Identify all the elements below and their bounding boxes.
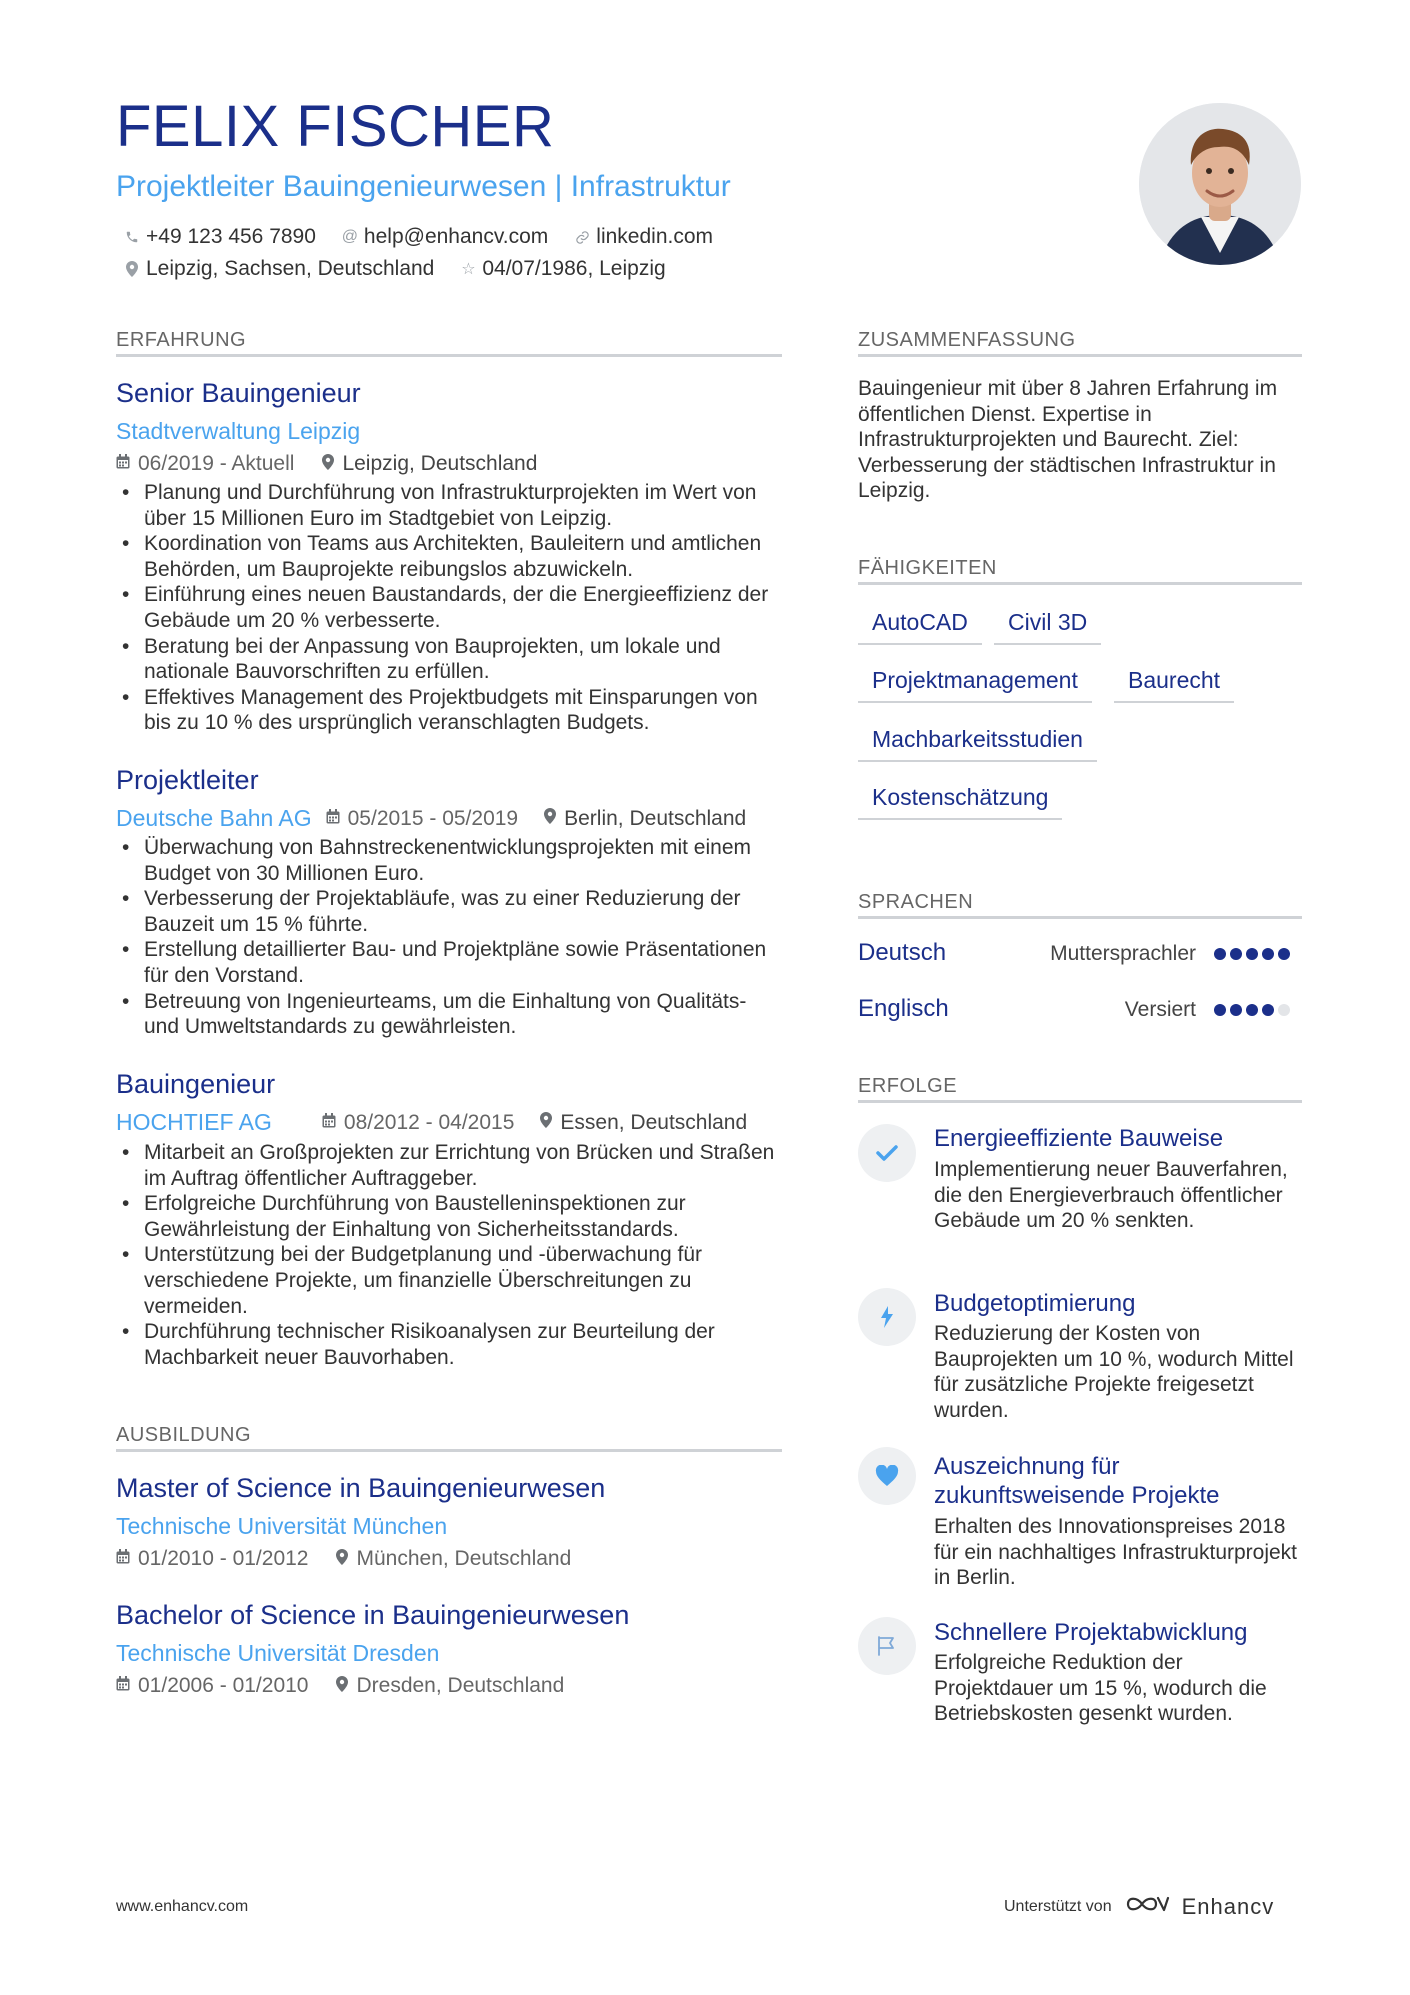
job-location (322, 452, 537, 476)
achievement-description: Erhalten des Innovationspreises 2018 für ein nachhaltiges Infrastrukturprojekt in Berlin. (934, 1515, 1298, 1590)
skills-heading: FÄHIGKEITEN (858, 557, 997, 579)
education-location (336, 1674, 564, 1698)
skill-tag: Civil 3D (994, 609, 1101, 645)
education-dates-text: 01/2010 - 01/2012 (138, 1547, 309, 1570)
linkedin-item (574, 225, 713, 249)
rating-dot-filled (1246, 948, 1258, 960)
education-divider (116, 1449, 782, 1452)
rating-dot-filled (1262, 1004, 1274, 1016)
achievements-divider (858, 1100, 1302, 1103)
calendar-icon (116, 1676, 130, 1696)
job-bullets (116, 1140, 782, 1370)
skills-divider (858, 582, 1302, 585)
bullet-item: • Koordination von Teams aus Architekten, Bauleitern und amtlichen Behörden, um Bauprojekte reibungslos abzuwickeln. (116, 531, 782, 582)
bullet-item: • Beratung bei der Anpassung von Bauprojekten, um lokale und nationale Bauvorschriften zu erfüllen. (116, 634, 782, 685)
bullet-item: • Durchführung technischer Risikoanalysen zur Beurteilung der Machbarkeit neuer Bauvorhaben. (116, 1319, 782, 1370)
education-location-text: Dresden, Deutschland (356, 1674, 565, 1697)
bullet-item: • Erstellung detaillierter Bau- und Projektpläne sowie Präsentationen für den Vorstand. (116, 937, 782, 988)
education-dates-text: 01/2006 - 01/2010 (138, 1674, 309, 1697)
education-dates (116, 1674, 308, 1698)
checkmark-icon (858, 1124, 916, 1182)
skill-tag: Kostenschätzung (858, 784, 1062, 820)
job-meta (116, 806, 746, 831)
rating-dot-filled (1278, 948, 1290, 960)
job-dates (322, 1111, 514, 1135)
rating-dot-filled (1230, 948, 1242, 960)
language-level: Muttersprachler (1050, 942, 1196, 965)
job-dates-text: 05/2015 - 05/2019 (347, 806, 519, 830)
map-pin-icon (336, 1549, 348, 1570)
candidate-name: FELIX FISCHER (116, 94, 555, 159)
language-rating (1214, 948, 1290, 960)
skill-tag: AutoCAD (858, 609, 982, 645)
footer-website[interactable]: www.enhancv.com (116, 1898, 249, 1915)
contact-row-2 (124, 257, 666, 281)
rating-dot-filled (1214, 1004, 1226, 1016)
skill-tag: Baurecht (1114, 667, 1234, 703)
contact-row-1 (124, 225, 713, 249)
location-text: Leipzig, Sachsen, Deutschland (146, 257, 435, 280)
achievement-description: Implementierung neuer Bauverfahren, die den Energieverbrauch öffentlicher Gebäude um 20 % senkten. (934, 1158, 1288, 1233)
job-location (540, 1111, 747, 1135)
bullet-item: • Betreuung von Ingenieurteams, um die Einhaltung von Qualitäts- und Umweltstandards zu gewährleisten. (116, 989, 782, 1040)
bullet-item: • Überwachung von Bahnstreckenentwicklungsprojekten mit einem Budget von 30 Millionen Euro. (116, 835, 782, 886)
achievements-heading: ERFOLGE (858, 1075, 958, 1097)
job-location (544, 807, 746, 831)
birth-item (460, 257, 665, 281)
lightning-icon (858, 1288, 916, 1346)
star-icon: ☆ (461, 261, 476, 278)
map-pin-icon (336, 1676, 348, 1697)
map-pin-icon (540, 1112, 552, 1133)
achievement-title: Energieeffiziente Bauweise (934, 1125, 1224, 1152)
phone-icon (124, 230, 140, 244)
email-address[interactable]: help@enhancv.com (363, 225, 549, 248)
bullet-item: • Effektives Management des Projektbudgets mit Einsparungen von bis zu 10 % des ursprünglich veranschlagten Budgets. (116, 685, 782, 736)
job-location-text: Essen, Deutschland (560, 1110, 748, 1134)
job-company: Deutsche Bahn AG (116, 805, 312, 831)
calendar-icon (116, 1549, 130, 1569)
skill-tag: Projektmanagement (858, 667, 1092, 703)
calendar-icon (116, 454, 130, 474)
education-heading: AUSBILDUNG (116, 1424, 252, 1446)
flag-icon (858, 1617, 916, 1675)
rating-dot-filled (1246, 1004, 1258, 1016)
rating-dot-filled (1262, 948, 1274, 960)
map-pin-icon (544, 808, 556, 829)
profile-photo (1139, 103, 1301, 265)
map-pin-icon (322, 454, 334, 475)
phone-number[interactable]: +49 123 456 7890 (146, 225, 316, 248)
bullet-item: • Mitarbeit an Großprojekten zur Errichtung von Brücken und Straßen im Auftrag öffentlicher Auftraggeber. (116, 1140, 782, 1191)
job-dates-text: 08/2012 - 04/2015 (343, 1110, 515, 1134)
job-bullets (116, 480, 782, 736)
language-name: Deutsch (858, 939, 947, 966)
degree-title: Bachelor of Science in Bauingenieurwesen (116, 1600, 630, 1630)
job-company: HOCHTIEF AG (116, 1109, 272, 1135)
bullet-item: • Planung und Durchführung von Infrastrukturprojekten im Wert von über 15 Millionen Euro im Stadtgebiet von Leipzig. (116, 480, 782, 531)
school-name: Technische Universität München (116, 1513, 448, 1539)
at-icon: @ (341, 228, 359, 245)
school-name: Technische Universität Dresden (116, 1640, 440, 1666)
job-location-text: Berlin, Deutschland (564, 806, 747, 830)
calendar-icon (322, 1113, 336, 1133)
footer-powered-by (1004, 1892, 1274, 1921)
language-name: Englisch (858, 995, 949, 1022)
bullet-item: • Unterstützung bei der Budgetplanung und -überwachung für verschiedene Projekte, um finanzielle Überschreitungen zu vermeiden. (116, 1242, 782, 1319)
job-meta (116, 1110, 747, 1135)
education-meta (116, 1674, 564, 1698)
email-item (342, 225, 548, 249)
bullet-item: • Einführung eines neuen Baustandards, der die Energieeffizienz der Gebäude um 20 % verbesserte. (116, 582, 782, 633)
phone-item (124, 225, 316, 249)
summary-heading: ZUSAMMENFASSUNG (858, 329, 1076, 351)
rating-dot-filled (1230, 1004, 1242, 1016)
education-location-text: München, Deutschland (356, 1547, 572, 1570)
candidate-title: Projektleiter Bauingenieurwesen | Infrastruktur (116, 170, 731, 203)
powered-by-text: Unterstützt von (1004, 1897, 1112, 1915)
link-icon (574, 230, 590, 245)
skill-tag: Machbarkeitsstudien (858, 726, 1097, 762)
heart-icon (858, 1447, 916, 1505)
experience-heading: ERFAHRUNG (116, 329, 247, 351)
job-dates (116, 452, 294, 476)
enhancv-logo-icon (1124, 1892, 1170, 1921)
language-level: Versiert (1124, 998, 1196, 1021)
job-title: Bauingenieur (116, 1069, 276, 1099)
achievement-title: Budgetoptimierung (934, 1290, 1136, 1317)
brand-name: Enhancv (1181, 1893, 1275, 1919)
achievement-title: Auszeichnung für zukunftsweisende Projekte (934, 1453, 1220, 1509)
summary-divider (858, 354, 1302, 357)
bullet-item: • Erfolgreiche Durchführung von Baustelleninspektionen zur Gewährleistung der Einhaltung von Sicherheitsstandards. (116, 1191, 782, 1242)
location-item (124, 257, 434, 281)
job-company: Stadtverwaltung Leipzig (116, 418, 361, 444)
bullet-item: • Verbesserung der Projektabläufe, was zu einer Reduzierung der Bauzeit um 15 % führte. (116, 886, 782, 937)
portrait-illustration (1139, 103, 1301, 265)
education-location (336, 1547, 571, 1571)
birth-text: 04/07/1986, Leipzig (482, 257, 666, 280)
achievement-title: Schnellere Projektabwicklung (934, 1619, 1248, 1646)
job-title: Projektleiter (116, 765, 259, 795)
languages-heading: SPRACHEN (858, 891, 974, 913)
education-meta (116, 1547, 571, 1571)
degree-title: Master of Science in Bauingenieurwesen (116, 1473, 606, 1503)
map-pin-icon (124, 261, 140, 277)
language-rating (1214, 1004, 1290, 1016)
rating-dot-filled (1214, 948, 1226, 960)
achievement-description: Reduzierung der Kosten von Bauprojekten um 10 %, wodurch Mittel für zusätzliche Projekte freigesetzt wurden. (934, 1322, 1294, 1422)
summary-text: Bauingenieur mit über 8 Jahren Erfahrung im öffentlichen Dienst. Expertise in Infrastrukturprojekten und Baurecht. Ziel: Verbesserung der städtischen Infrastruktur in Leipzig. (858, 377, 1278, 503)
job-title: Senior Bauingenieur (116, 378, 361, 408)
job-bullets (116, 835, 782, 1040)
calendar-icon (326, 809, 340, 829)
education-dates (116, 1547, 308, 1571)
rating-dot-empty (1278, 1004, 1290, 1016)
languages-divider (858, 916, 1302, 919)
job-meta (116, 452, 537, 476)
linkedin-link[interactable]: linkedin.com (596, 225, 714, 248)
job-dates-text: 06/2019 - Aktuell (138, 452, 295, 475)
job-location-text: Leipzig, Deutschland (342, 452, 538, 475)
job-dates (326, 807, 518, 831)
experience-divider (116, 354, 782, 357)
achievement-description: Erfolgreiche Reduktion der Projektdauer um 15 %, wodurch die Betriebskosten gesenkt wurden. (934, 1651, 1267, 1726)
